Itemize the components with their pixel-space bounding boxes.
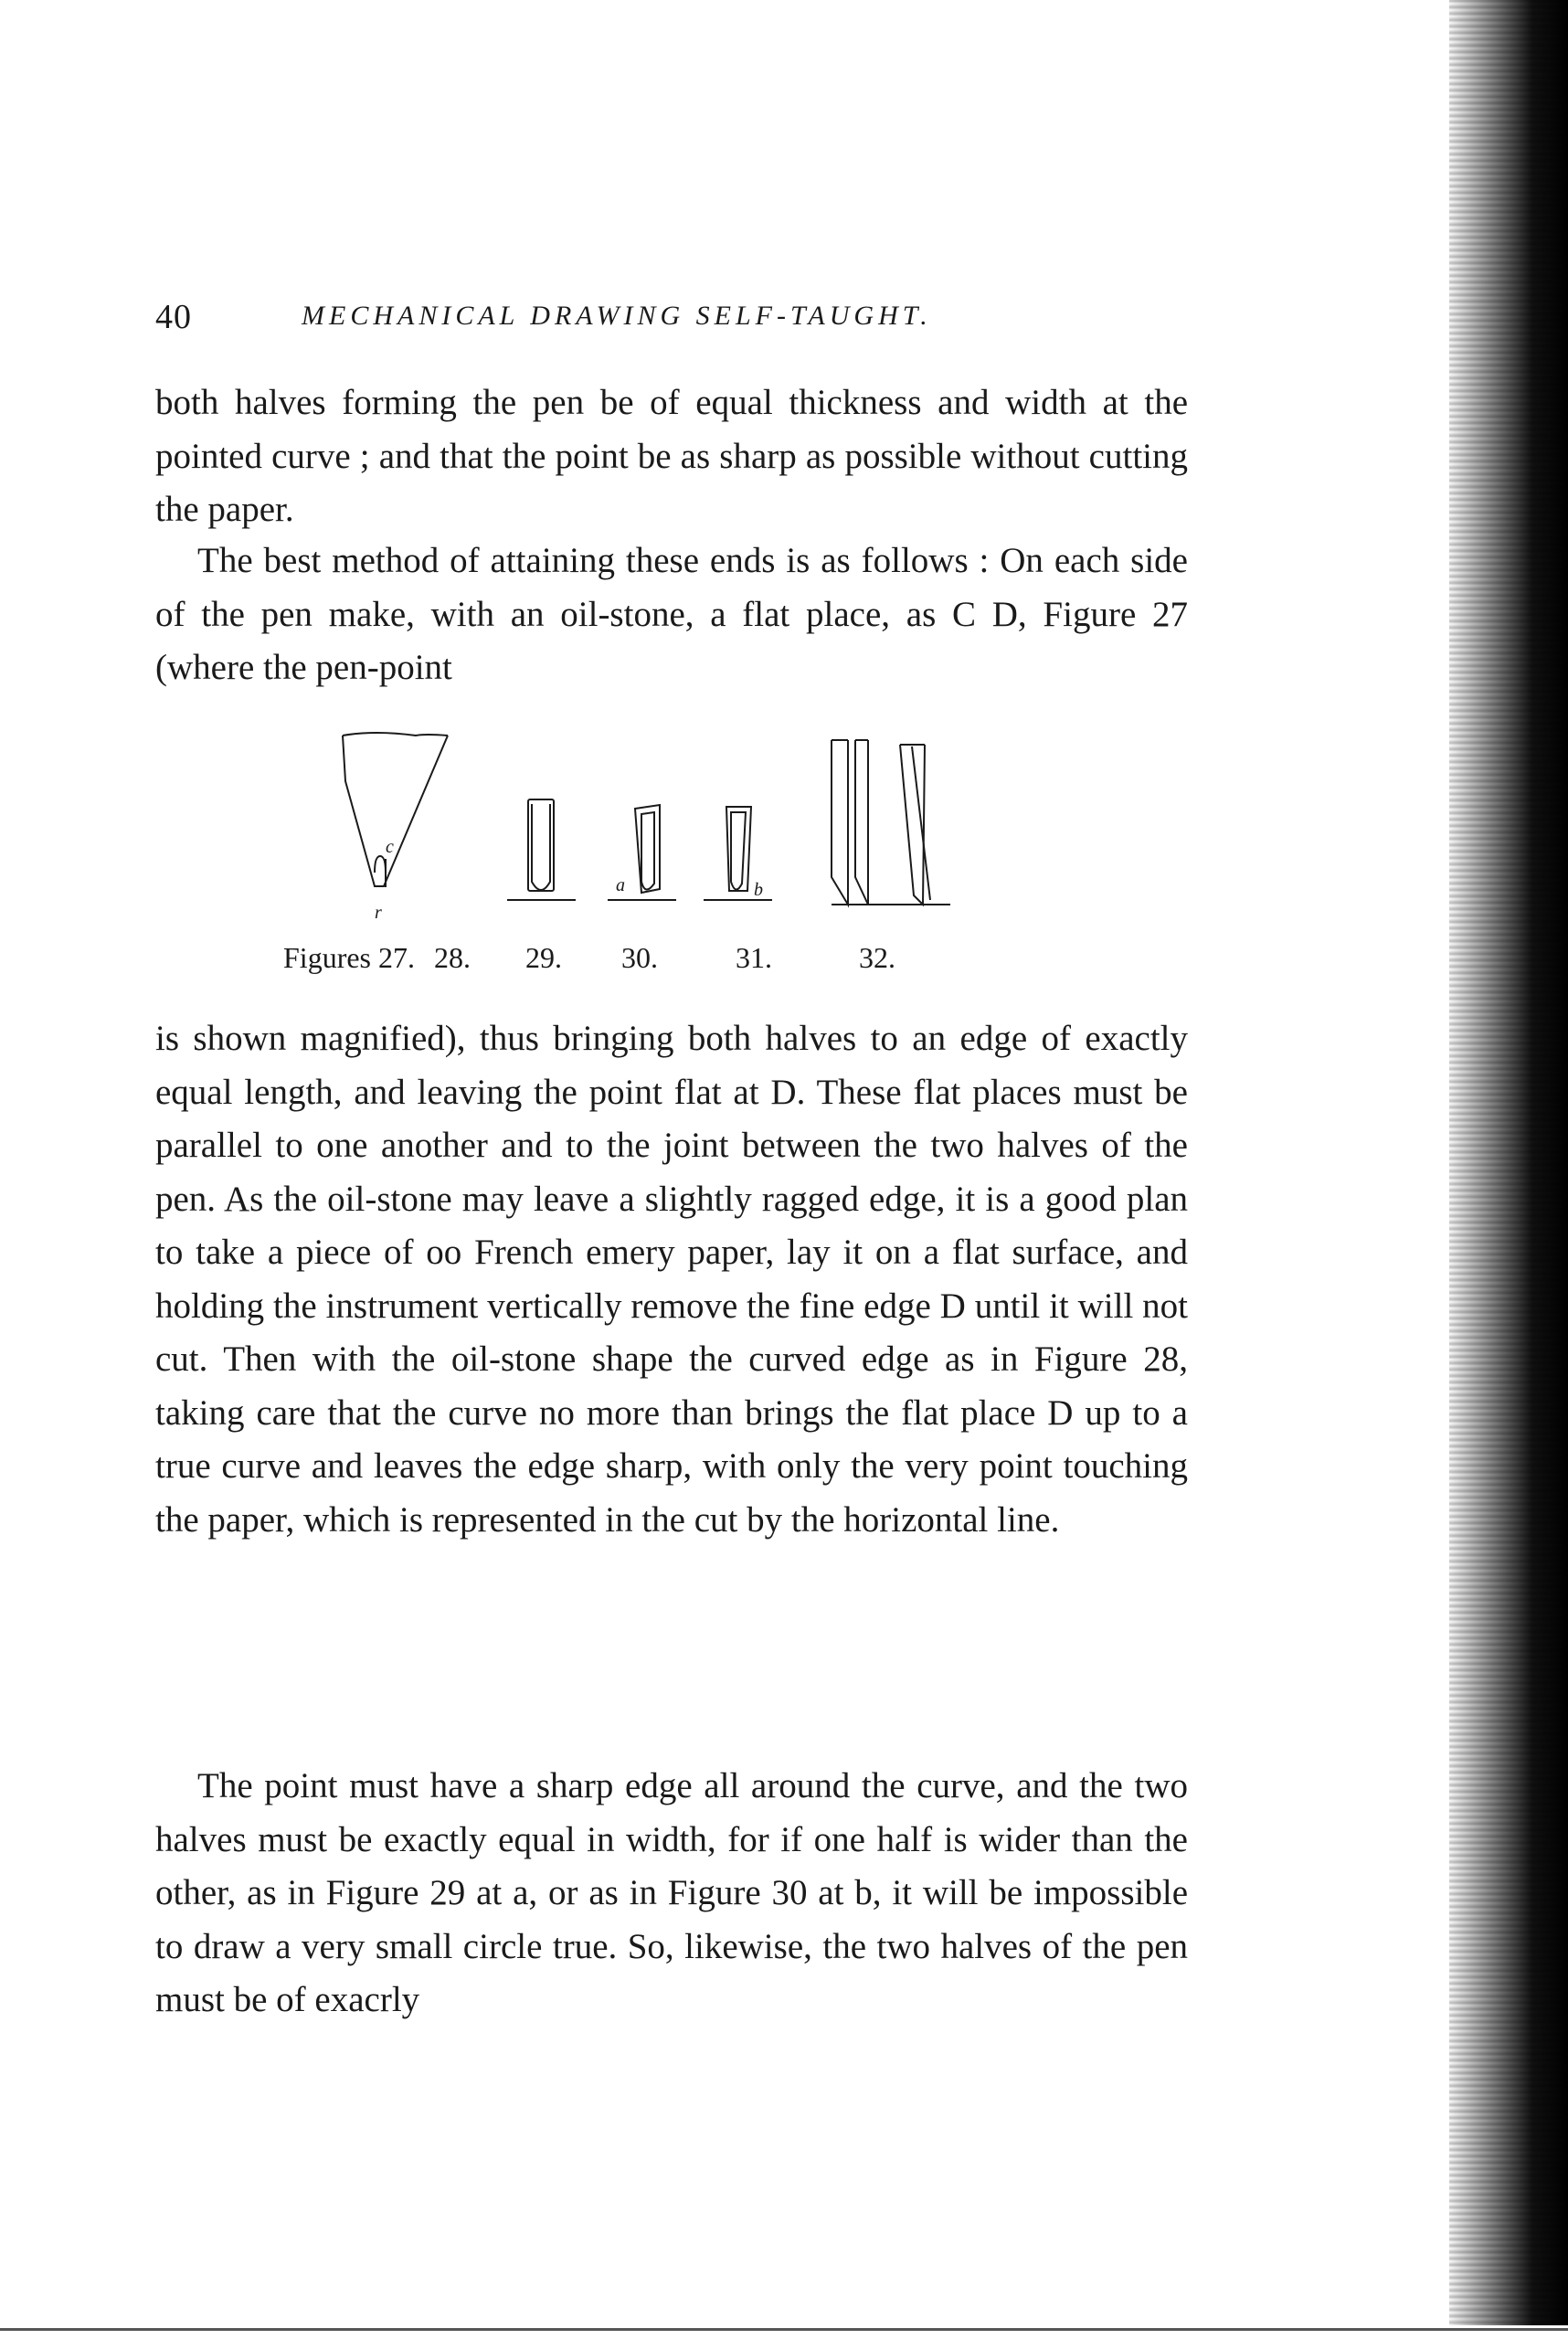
figure-caption-32: 32. — [859, 941, 895, 974]
figure-30 — [704, 807, 772, 900]
figure-caption-27: Figures 27. — [283, 941, 415, 974]
figure-31 — [832, 740, 923, 905]
running-head — [155, 297, 1188, 352]
figure-28 — [507, 799, 576, 900]
figure-32 — [900, 745, 950, 905]
figures-illustration — [320, 726, 1033, 937]
figure-caption-29: 29. — [525, 941, 562, 974]
figure-letter-b: b — [754, 880, 763, 900]
figure-29 — [608, 805, 676, 900]
scan-binding-shadow — [1449, 0, 1568, 2325]
paragraph-3: is shown magnified), thus bringing both halves to an edge of exactly equal length, and leaving the point flat at D. These flat places must be parallel to one another and to the joint between the two halves of the pen. As the oil-stone may leave a slightly ragged edge, it is a good plan to take a piece of oo French emery paper, lay it on a flat surface, and holding the instrument vertically remove the fine edge D until it will not cut. Then with the oil-stone shape the curved edge as in Figure 28, taking care that the curve no more than brings the flat place D up to a true curve and leaves the edge sharp, with only the very point touching the paper, which is represented in the cut by the horizontal line. — [155, 1019, 1188, 1540]
page-number: 40 — [155, 298, 192, 336]
running-title: MECHANICAL DRAWING SELF-TAUGHT. — [302, 301, 932, 331]
scan-bottom-edge — [0, 2328, 1568, 2331]
pen-point-figures — [320, 726, 1033, 937]
figure-letter-c: c — [386, 837, 394, 857]
figure-letter-a: a — [616, 875, 625, 895]
figure-27 — [343, 733, 448, 923]
paragraph-2: The best method of attaining these ends is as follows : On each side of the pen make, with an oil-stone, a flat place, as C D, Figure 27 (where the pen-point — [155, 541, 1188, 687]
paragraph-1: both halves forming the pen be of equal thickness and width at the pointed curve ; and that the point be as sharp as possible without cutting the paper. — [155, 383, 1188, 529]
figure-caption-28: 28. — [434, 941, 471, 974]
figure-caption-30: 30. — [621, 941, 658, 974]
figure-letter-r: r — [375, 903, 382, 923]
figure-caption-31: 31. — [736, 941, 772, 974]
figure-caption — [283, 941, 1051, 987]
paragraph-4: The point must have a sharp edge all around the curve, and the two halves must be exactly equal in width, for if one half is wider than the other, as in Figure 29 at a, or as in Figure 30 at b, it will be impossible to draw a very small circle true. So, likewise, the two halves of the pen must be of exacrly — [155, 1766, 1188, 2019]
